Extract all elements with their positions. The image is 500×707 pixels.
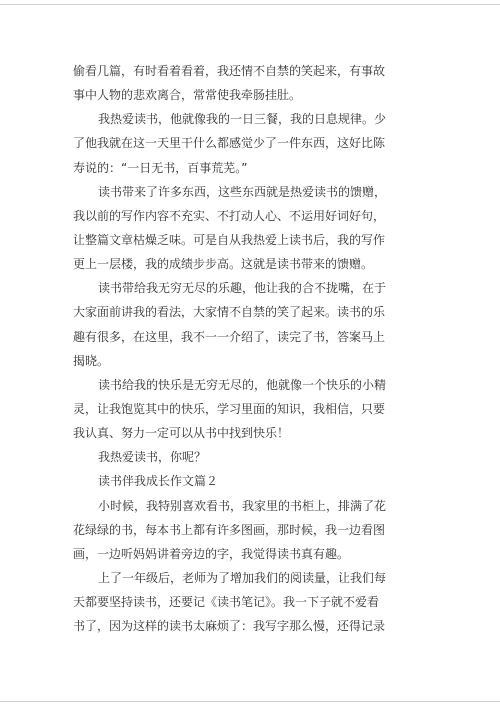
text-line: 上了一年级后，老师为了增加我们的阅读量，让我们每 bbox=[98, 570, 387, 585]
text-line: 书了，因为这样的读书太麻烦了：我写字那么慢，还得记录 bbox=[73, 619, 386, 634]
text-line: 我热爱读书，他就像我的一日三餐，我的日息规律。少 bbox=[98, 112, 387, 127]
text-line: 读书伴我成长作文篇２ bbox=[98, 474, 219, 489]
text-line: 我以前的写作内容不充实、不打动人心、不运用好词好句， bbox=[73, 208, 386, 223]
text-line: 趣有很多，在这里，我不一一介绍了，读完了书，答案马上 bbox=[73, 329, 386, 344]
text-line: 更上一层楼，我的成绩步步高。这就是读书带来的馈赠。 bbox=[73, 257, 374, 272]
essay-text-block bbox=[73, 59, 433, 638]
text-line: 偷看几篇，有时看着看着，我还情不自禁的笑起来，有事故 bbox=[73, 64, 386, 78]
text-line: 我热爱读书，你呢？ bbox=[98, 450, 207, 465]
text-line: 读书带来了许多东西，这些东西就是热爱读书的馈赠， bbox=[98, 184, 387, 199]
text-line: 读书给我的快乐是无穷无尽的，他就像一个快乐的小精 bbox=[98, 377, 387, 392]
page-top-border bbox=[0, 4, 500, 5]
text-line: 让整篇文章枯燥乏味。可是自从我热爱上读书后，我的写作 bbox=[73, 232, 386, 247]
page-bottom-border bbox=[0, 701, 500, 702]
text-line: 画，一边听妈妈讲着旁边的字，我觉得读书真有趣。 bbox=[73, 546, 350, 561]
text-line: 我认真、努力一定可以从书中找到快乐！ bbox=[73, 426, 290, 441]
text-line: 大家面前讲我的看法，大家情不自禁的笑了起来。读书的乐 bbox=[73, 305, 386, 320]
text-line: 揭晓。 bbox=[73, 353, 110, 368]
text-line: 事中人物的悲欢离合，常常使我牵肠挂肚。 bbox=[73, 88, 302, 103]
text-line: 读书带给我无穷无尽的乐趣，他让我的合不拢嘴，在于 bbox=[98, 281, 387, 296]
text-line: 了他我就在这一天里干什么都感觉少了一件东西，这好比陈 bbox=[73, 136, 386, 151]
text-line: 小时候，我特别喜欢看书，我家里的书柜上，排满了花 bbox=[98, 498, 387, 513]
text-line: 寿说的：“一日无书，百事荒芜。” bbox=[73, 160, 248, 175]
text-line: 花绿绿的书，每本书上都有许多图画，那时候，我一边看图 bbox=[73, 522, 386, 537]
text-line: 灵，让我饱览其中的快乐，学习里面的知识，我相信，只要 bbox=[73, 401, 386, 416]
text-line: 天都要坚持读书，还要记《读书笔记》。我一下子就不爱看 bbox=[73, 595, 380, 610]
